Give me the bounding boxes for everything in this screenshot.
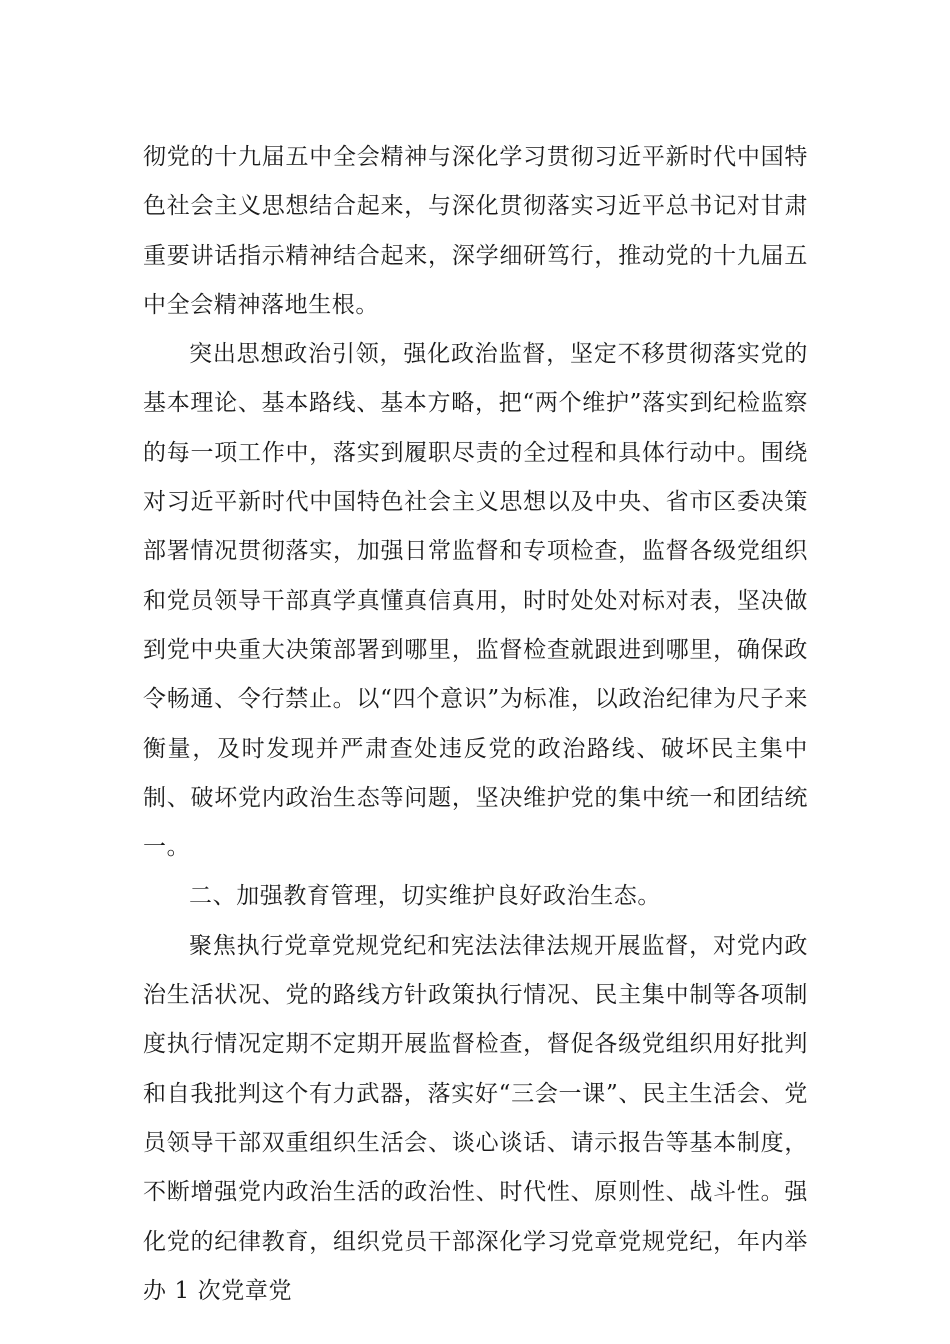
paragraph-1: 彻党的十九届五中全会精神与深化学习贯彻习近平新时代中国特色社会主义思想结合起来，与深化贯彻落实习近平总书记对甘肃重要讲话指示精神结合起来，深学细研笃行，推动党的十九届五中全会精神落地生根。 <box>143 144 808 318</box>
section-heading: 二、加强教育管理，切实维护良好政治生态。 <box>189 883 661 910</box>
paragraph-2: 突出思想政治引领，强化政治监督，坚定不移贯彻落实党的基本理论、基本路线、基本方略，把“两个维护”落实到纪检监察的每一项工作中，落实到履职尽责的全过程和具体行动中。围绕对习近平新时代中国特色社会主义思想以及中央、省市区委决策部署情况贯彻落实，加强日常监督和专项检查，监督各级党组织和党员领导干部真学真懂真信真用，时时处处对标对表，坚决做到党中央重大决策部署到哪里，监督检查就跟进到哪里，确保政令畅通、令行禁止。以“四个意识”为标准，以政治纪律为尺子来衡量，及时发现并严肃查处违反党的政治路线、破坏民主集中制、破坏党内政治生态等问题，坚决维护党的集中统一和团结统一。 <box>143 341 808 861</box>
document-body <box>143 133 808 1316</box>
paragraph-3: 聚焦执行党章党规党纪和宪法法律法规开展监督，对党内政治生活状况、党的路线方针政策执行情况、民主集中制等各项制度执行情况定期不定期开展监督检查，督促各级党组织用好批判和自我批判这个有力武器，落实好“三会一课”、民主生活会、党员领导干部双重组织生活会、谈心谈话、请示报告等基本制度，不断增强党内政治生活的政治性、时代性、原则性、战斗性。强化党的纪律教育，组织党员干部深化学习党章党规党纪，年内举办 1 次党章党 <box>143 932 808 1304</box>
